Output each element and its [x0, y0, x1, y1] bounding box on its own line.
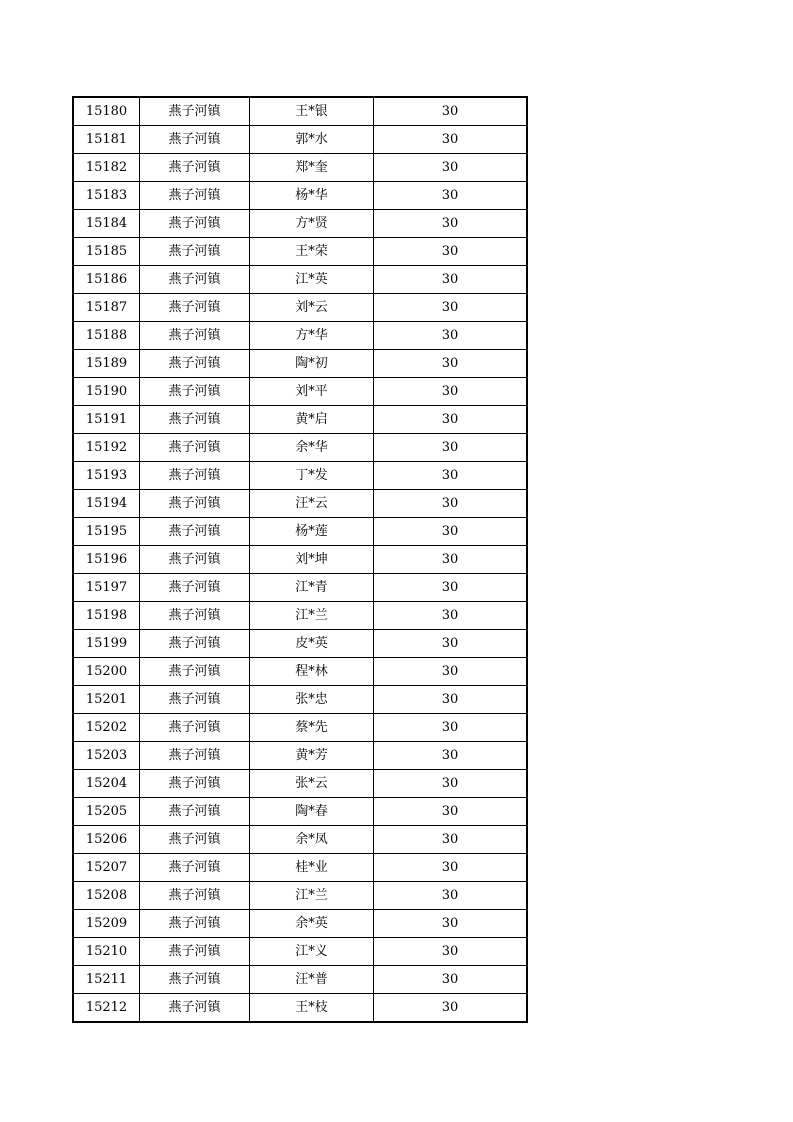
row-number-cell: 15190: [73, 378, 140, 406]
name-cell: 江*英: [250, 266, 374, 294]
amount-cell: 30: [374, 126, 528, 154]
table-row: [73, 658, 527, 686]
town-cell: 燕子河镇: [140, 406, 250, 434]
amount-cell: 30: [374, 350, 528, 378]
name-cell: 陶*初: [250, 350, 374, 378]
table-row: [73, 154, 527, 182]
name-cell: 余*英: [250, 910, 374, 938]
row-number-cell: 15194: [73, 490, 140, 518]
amount-cell: 30: [374, 546, 528, 574]
name-cell: 王*银: [250, 97, 374, 126]
amount-cell: 30: [374, 854, 528, 882]
town-cell: 燕子河镇: [140, 882, 250, 910]
name-cell: 王*荣: [250, 238, 374, 266]
name-cell: 江*义: [250, 938, 374, 966]
town-cell: 燕子河镇: [140, 210, 250, 238]
row-number-cell: 15180: [73, 97, 140, 126]
town-cell: 燕子河镇: [140, 294, 250, 322]
name-cell: 张*云: [250, 770, 374, 798]
row-number-cell: 15186: [73, 266, 140, 294]
town-cell: 燕子河镇: [140, 770, 250, 798]
town-cell: 燕子河镇: [140, 966, 250, 994]
amount-cell: 30: [374, 462, 528, 490]
table-row: [73, 294, 527, 322]
name-cell: 桂*业: [250, 854, 374, 882]
name-cell: 方*华: [250, 322, 374, 350]
town-cell: 燕子河镇: [140, 574, 250, 602]
table-row: [73, 490, 527, 518]
amount-cell: 30: [374, 602, 528, 630]
table-row: [73, 238, 527, 266]
name-cell: 汪*普: [250, 966, 374, 994]
name-cell: 汪*云: [250, 490, 374, 518]
name-cell: 江*兰: [250, 882, 374, 910]
table-row: [73, 210, 527, 238]
town-cell: 燕子河镇: [140, 910, 250, 938]
name-cell: 刘*云: [250, 294, 374, 322]
row-number-cell: 15192: [73, 434, 140, 462]
name-cell: 陶*春: [250, 798, 374, 826]
row-number-cell: 15210: [73, 938, 140, 966]
amount-cell: 30: [374, 742, 528, 770]
name-cell: 余*华: [250, 434, 374, 462]
table-row: [73, 826, 527, 854]
row-number-cell: 15195: [73, 518, 140, 546]
town-cell: 燕子河镇: [140, 742, 250, 770]
amount-cell: 30: [374, 378, 528, 406]
table-row: [73, 854, 527, 882]
name-cell: 杨*华: [250, 182, 374, 210]
row-number-cell: 15200: [73, 658, 140, 686]
row-number-cell: 15209: [73, 910, 140, 938]
town-cell: 燕子河镇: [140, 434, 250, 462]
amount-cell: 30: [374, 658, 528, 686]
amount-cell: 30: [374, 826, 528, 854]
amount-cell: 30: [374, 182, 528, 210]
town-cell: 燕子河镇: [140, 826, 250, 854]
amount-cell: 30: [374, 882, 528, 910]
row-number-cell: 15193: [73, 462, 140, 490]
town-cell: 燕子河镇: [140, 126, 250, 154]
table-row: [73, 882, 527, 910]
name-cell: 方*贤: [250, 210, 374, 238]
row-number-cell: 15206: [73, 826, 140, 854]
row-number-cell: 15212: [73, 994, 140, 1023]
amount-cell: 30: [374, 266, 528, 294]
amount-cell: 30: [374, 770, 528, 798]
row-number-cell: 15205: [73, 798, 140, 826]
row-number-cell: 15183: [73, 182, 140, 210]
name-cell: 郭*水: [250, 126, 374, 154]
row-number-cell: 15208: [73, 882, 140, 910]
amount-cell: 30: [374, 630, 528, 658]
name-cell: 蔡*先: [250, 714, 374, 742]
table-row: [73, 97, 527, 126]
row-number-cell: 15187: [73, 294, 140, 322]
table-row: [73, 602, 527, 630]
name-cell: 江*青: [250, 574, 374, 602]
amount-cell: 30: [374, 994, 528, 1023]
table-row: [73, 322, 527, 350]
amount-cell: 30: [374, 966, 528, 994]
row-number-cell: 15198: [73, 602, 140, 630]
town-cell: 燕子河镇: [140, 322, 250, 350]
town-cell: 燕子河镇: [140, 490, 250, 518]
town-cell: 燕子河镇: [140, 994, 250, 1023]
amount-cell: 30: [374, 686, 528, 714]
amount-cell: 30: [374, 910, 528, 938]
name-cell: 黄*芳: [250, 742, 374, 770]
amount-cell: 30: [374, 154, 528, 182]
name-cell: 江*兰: [250, 602, 374, 630]
town-cell: 燕子河镇: [140, 602, 250, 630]
table-row: [73, 378, 527, 406]
table-row: [73, 462, 527, 490]
table-row: [73, 798, 527, 826]
name-cell: 王*枝: [250, 994, 374, 1023]
amount-cell: 30: [374, 294, 528, 322]
amount-cell: 30: [374, 714, 528, 742]
row-number-cell: 15207: [73, 854, 140, 882]
town-cell: 燕子河镇: [140, 686, 250, 714]
amount-cell: 30: [374, 938, 528, 966]
amount-cell: 30: [374, 490, 528, 518]
table-row: [73, 266, 527, 294]
table-row: [73, 714, 527, 742]
amount-cell: 30: [374, 518, 528, 546]
amount-cell: 30: [374, 406, 528, 434]
table-row: [73, 126, 527, 154]
row-number-cell: 15191: [73, 406, 140, 434]
town-cell: 燕子河镇: [140, 630, 250, 658]
amount-cell: 30: [374, 574, 528, 602]
row-number-cell: 15188: [73, 322, 140, 350]
row-number-cell: 15196: [73, 546, 140, 574]
data-table: [72, 96, 528, 1023]
town-cell: 燕子河镇: [140, 462, 250, 490]
table-row: [73, 686, 527, 714]
town-cell: 燕子河镇: [140, 546, 250, 574]
name-cell: 张*忠: [250, 686, 374, 714]
town-cell: 燕子河镇: [140, 378, 250, 406]
amount-cell: 30: [374, 97, 528, 126]
table-row: [73, 518, 527, 546]
table-row: [73, 966, 527, 994]
amount-cell: 30: [374, 322, 528, 350]
row-number-cell: 15204: [73, 770, 140, 798]
row-number-cell: 15189: [73, 350, 140, 378]
row-number-cell: 15182: [73, 154, 140, 182]
table-row: [73, 350, 527, 378]
amount-cell: 30: [374, 434, 528, 462]
row-number-cell: 15201: [73, 686, 140, 714]
amount-cell: 30: [374, 238, 528, 266]
table-row: [73, 770, 527, 798]
table-row: [73, 994, 527, 1023]
name-cell: 刘*平: [250, 378, 374, 406]
town-cell: 燕子河镇: [140, 714, 250, 742]
name-cell: 杨*莲: [250, 518, 374, 546]
town-cell: 燕子河镇: [140, 854, 250, 882]
row-number-cell: 15184: [73, 210, 140, 238]
row-number-cell: 15211: [73, 966, 140, 994]
amount-cell: 30: [374, 210, 528, 238]
table-row: [73, 742, 527, 770]
table-row: [73, 546, 527, 574]
table-body: [73, 97, 527, 1022]
table-row: [73, 182, 527, 210]
town-cell: 燕子河镇: [140, 350, 250, 378]
table-row: [73, 910, 527, 938]
amount-cell: 30: [374, 798, 528, 826]
row-number-cell: 15203: [73, 742, 140, 770]
name-cell: 皮*英: [250, 630, 374, 658]
table-row: [73, 406, 527, 434]
row-number-cell: 15202: [73, 714, 140, 742]
town-cell: 燕子河镇: [140, 518, 250, 546]
row-number-cell: 15181: [73, 126, 140, 154]
table-row: [73, 630, 527, 658]
row-number-cell: 15197: [73, 574, 140, 602]
town-cell: 燕子河镇: [140, 154, 250, 182]
name-cell: 刘*坤: [250, 546, 374, 574]
town-cell: 燕子河镇: [140, 182, 250, 210]
row-number-cell: 15185: [73, 238, 140, 266]
town-cell: 燕子河镇: [140, 238, 250, 266]
name-cell: 程*林: [250, 658, 374, 686]
row-number-cell: 15199: [73, 630, 140, 658]
town-cell: 燕子河镇: [140, 798, 250, 826]
name-cell: 郑*奎: [250, 154, 374, 182]
name-cell: 黄*启: [250, 406, 374, 434]
town-cell: 燕子河镇: [140, 97, 250, 126]
town-cell: 燕子河镇: [140, 938, 250, 966]
town-cell: 燕子河镇: [140, 266, 250, 294]
table-row: [73, 434, 527, 462]
town-cell: 燕子河镇: [140, 658, 250, 686]
table-row: [73, 574, 527, 602]
name-cell: 余*凤: [250, 826, 374, 854]
table-row: [73, 938, 527, 966]
name-cell: 丁*发: [250, 462, 374, 490]
